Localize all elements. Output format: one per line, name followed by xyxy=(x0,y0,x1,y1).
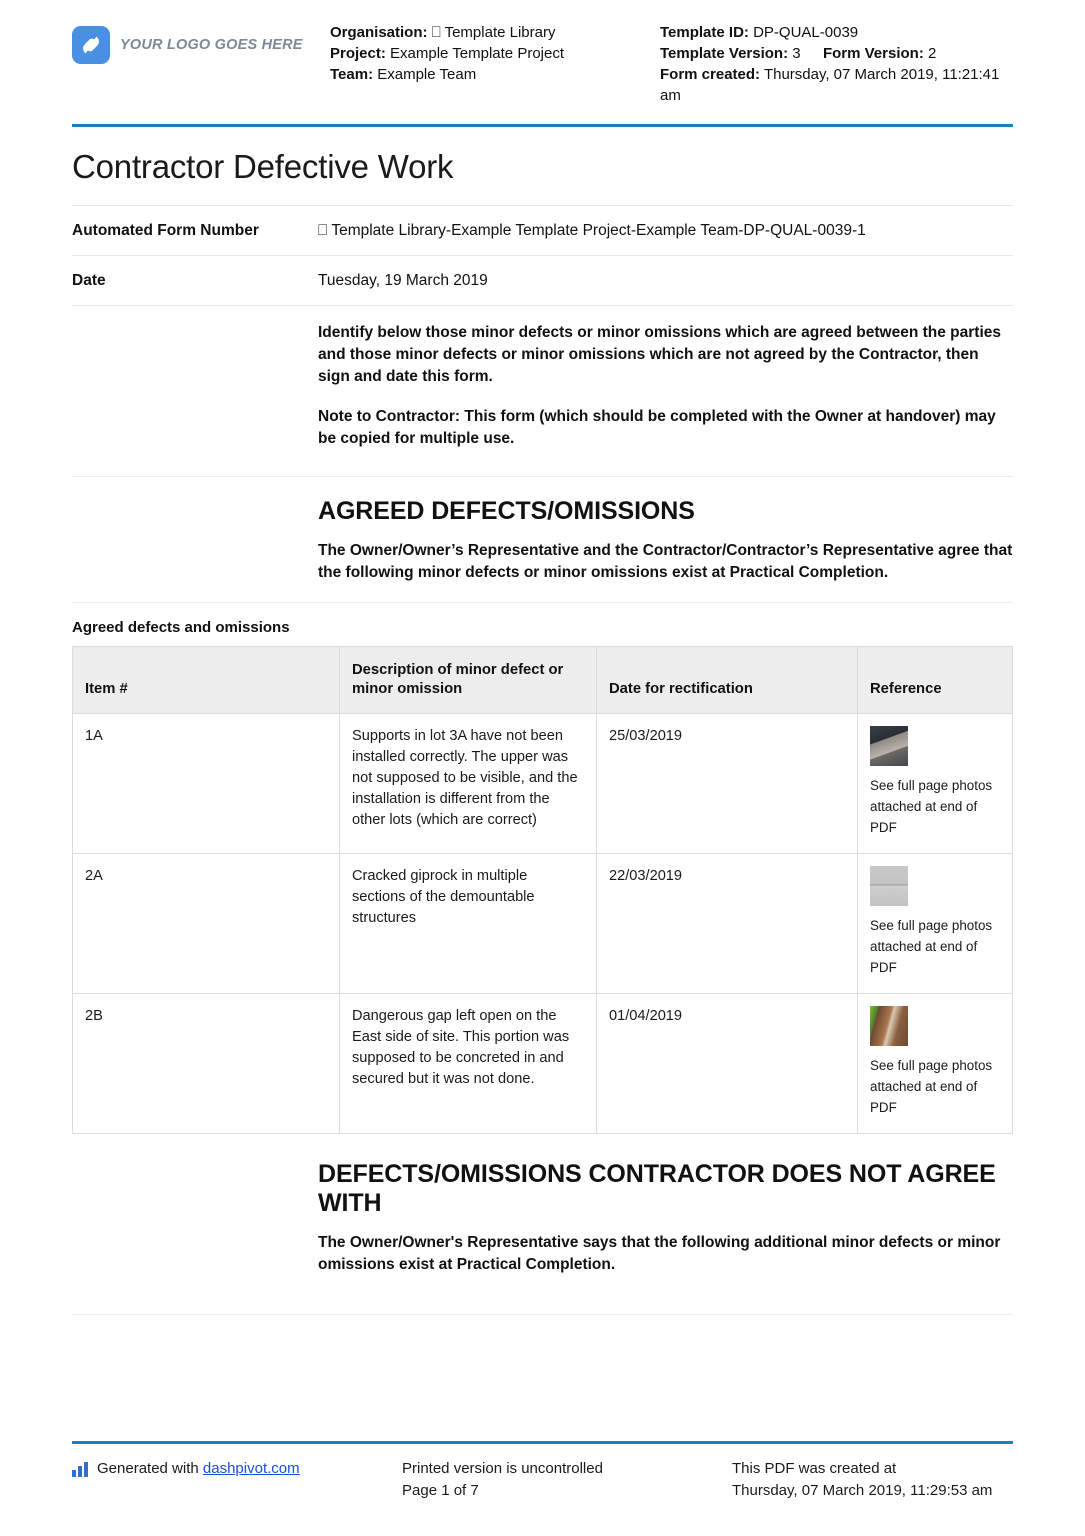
template-id-line xyxy=(660,22,1013,43)
reference-note: See full page photos attached at end of PDF xyxy=(870,777,993,835)
field-value: Tuesday, 19 March 2019 xyxy=(318,271,488,289)
dashpivot-logo-icon xyxy=(72,26,110,64)
page-title: Contractor Defective Work xyxy=(72,148,454,185)
project-line xyxy=(330,43,660,64)
footer-printed-line: Printed version is uncontrolled xyxy=(402,1460,603,1477)
cell-date: 25/03/2019 xyxy=(597,713,858,853)
footer-created-timestamp: Thursday, 07 March 2019, 11:29:53 am xyxy=(732,1482,993,1499)
instructions-body xyxy=(318,322,1013,468)
bar-chart-icon xyxy=(72,1462,89,1484)
form-version-label: Form Version: xyxy=(822,45,924,62)
table-row xyxy=(73,993,1013,1133)
field-label: Date xyxy=(72,271,106,289)
footer-generated-text xyxy=(97,1458,300,1480)
organisation-value: ⎕ Template Library xyxy=(431,24,556,41)
footer-blue-rule xyxy=(72,1441,1013,1444)
field-row-date xyxy=(72,255,1013,305)
form-created-value: Thursday, 07 March 2019, 11:21:41 am xyxy=(660,66,1000,104)
footer-created-label: This PDF was created at xyxy=(732,1460,897,1477)
project-value: Example Template Project xyxy=(390,45,565,62)
header-meta-right xyxy=(660,22,1013,106)
cell-item: 2B xyxy=(73,993,340,1133)
table-row xyxy=(73,713,1013,853)
agreed-defects-table-block xyxy=(72,602,1013,1134)
footer-print-status xyxy=(402,1458,732,1502)
team-value: Example Team xyxy=(377,66,477,83)
section-heading: AGREED DEFECTS/OMISSIONS xyxy=(318,496,695,525)
section-body xyxy=(318,497,1013,584)
footer-generated-prefix: Generated with xyxy=(97,1460,203,1477)
table-header-row xyxy=(73,646,1013,713)
section-spacer xyxy=(72,497,318,584)
document-footer xyxy=(72,1441,1013,1502)
organisation-line xyxy=(330,22,660,43)
column-header-item: Item # xyxy=(73,646,340,713)
field-row-automated-form-number xyxy=(72,205,1013,255)
instruction-paragraph: Note to Contractor: This form (which should be completed with the Owner at handover) may be copied for multiple use. xyxy=(318,407,996,447)
section-paragraph: The Owner/Owner's Representative says that the following additional minor defects or minor omissions exist at Practical Completion. xyxy=(318,1233,1001,1273)
instructions-block xyxy=(72,305,1013,476)
form-created-line xyxy=(660,64,1013,106)
column-header-date: Date for rectification xyxy=(597,646,858,713)
project-label: Project: xyxy=(330,45,386,62)
cell-description: Dangerous gap left open on the East side of site. This portion was supposed to be concreted in and secured but it was not done. xyxy=(340,993,597,1133)
section-agreed-defects xyxy=(72,476,1013,594)
cell-date: 22/03/2019 xyxy=(597,853,858,993)
form-version-value: 2 xyxy=(927,45,937,62)
document-header xyxy=(72,0,1013,106)
section-body xyxy=(318,1160,1013,1276)
team-label: Team: xyxy=(330,66,374,83)
field-value: ⎕ Template Library-Example Template Project-Example Team-DP-QUAL-0039-1 xyxy=(318,221,866,239)
footer-page-number: Page 1 of 7 xyxy=(402,1482,479,1499)
template-id-value: DP-QUAL-0039 xyxy=(753,24,859,41)
organisation-label: Organisation: xyxy=(330,24,428,41)
footer-created-at xyxy=(732,1458,1013,1502)
reference-note: See full page photos attached at end of PDF xyxy=(870,917,993,975)
reference-note: See full page photos attached at end of PDF xyxy=(870,1057,993,1115)
cell-date: 01/04/2019 xyxy=(597,993,858,1133)
team-line xyxy=(330,64,660,85)
cell-item: 2A xyxy=(73,853,340,993)
header-meta-left xyxy=(330,22,660,85)
section-divider xyxy=(72,1314,1013,1315)
cell-reference xyxy=(858,853,1013,993)
template-version-value: 3 xyxy=(792,45,801,62)
photo-thumbnail-dangerous-gap[interactable] xyxy=(870,1006,908,1046)
agreed-defects-table xyxy=(72,646,1013,1134)
dashpivot-link[interactable]: dashpivot.com xyxy=(202,1460,300,1477)
logo-block xyxy=(72,22,330,64)
column-header-reference: Reference xyxy=(858,646,1013,713)
template-version-label: Template Version: xyxy=(660,45,789,62)
table-caption: Agreed defects and omissions xyxy=(72,618,290,636)
table-row xyxy=(73,853,1013,993)
form-created-label: Form created: xyxy=(660,66,761,83)
photo-thumbnail-supports[interactable] xyxy=(870,726,908,766)
instruction-paragraph: Identify below those minor defects or minor omissions which are agreed between the parties and those minor defects or minor omissions which are not agreed by the Contractor, then sign and date this form. xyxy=(318,323,1002,385)
table-body xyxy=(73,713,1013,1133)
column-header-description: Description of minor defect or minor omission xyxy=(340,646,597,713)
cell-reference xyxy=(858,993,1013,1133)
field-label: Automated Form Number xyxy=(72,221,259,239)
footer-columns xyxy=(72,1458,1013,1502)
table-head xyxy=(73,646,1013,713)
instructions-spacer xyxy=(72,322,318,468)
template-id-label: Template ID: xyxy=(660,24,749,41)
photo-thumbnail-cracked-giprock[interactable] xyxy=(870,866,908,906)
header-blue-rule xyxy=(72,124,1013,127)
section-heading: DEFECTS/OMISSIONS CONTRACTOR DOES NOT AGREE WITH xyxy=(318,1159,996,1217)
section-disagreed-defects xyxy=(72,1134,1013,1286)
version-line xyxy=(660,43,1013,64)
cell-description: Supports in lot 3A have not been installed correctly. The upper was not supposed to be visible, and the installation is different from the other lots (which are correct) xyxy=(340,713,597,853)
section-paragraph: The Owner/Owner’s Representative and the Contractor/Contractor’s Representative agree that the following minor defects or minor omissions exist at Practical Completion. xyxy=(318,541,1013,581)
logo-text: YOUR LOGO GOES HERE xyxy=(120,37,303,53)
cell-description: Cracked giprock in multiple sections of the demountable structures xyxy=(340,853,597,993)
footer-generated-with xyxy=(72,1458,402,1502)
cell-reference xyxy=(858,713,1013,853)
cell-item: 1A xyxy=(73,713,340,853)
section-spacer xyxy=(72,1160,318,1276)
